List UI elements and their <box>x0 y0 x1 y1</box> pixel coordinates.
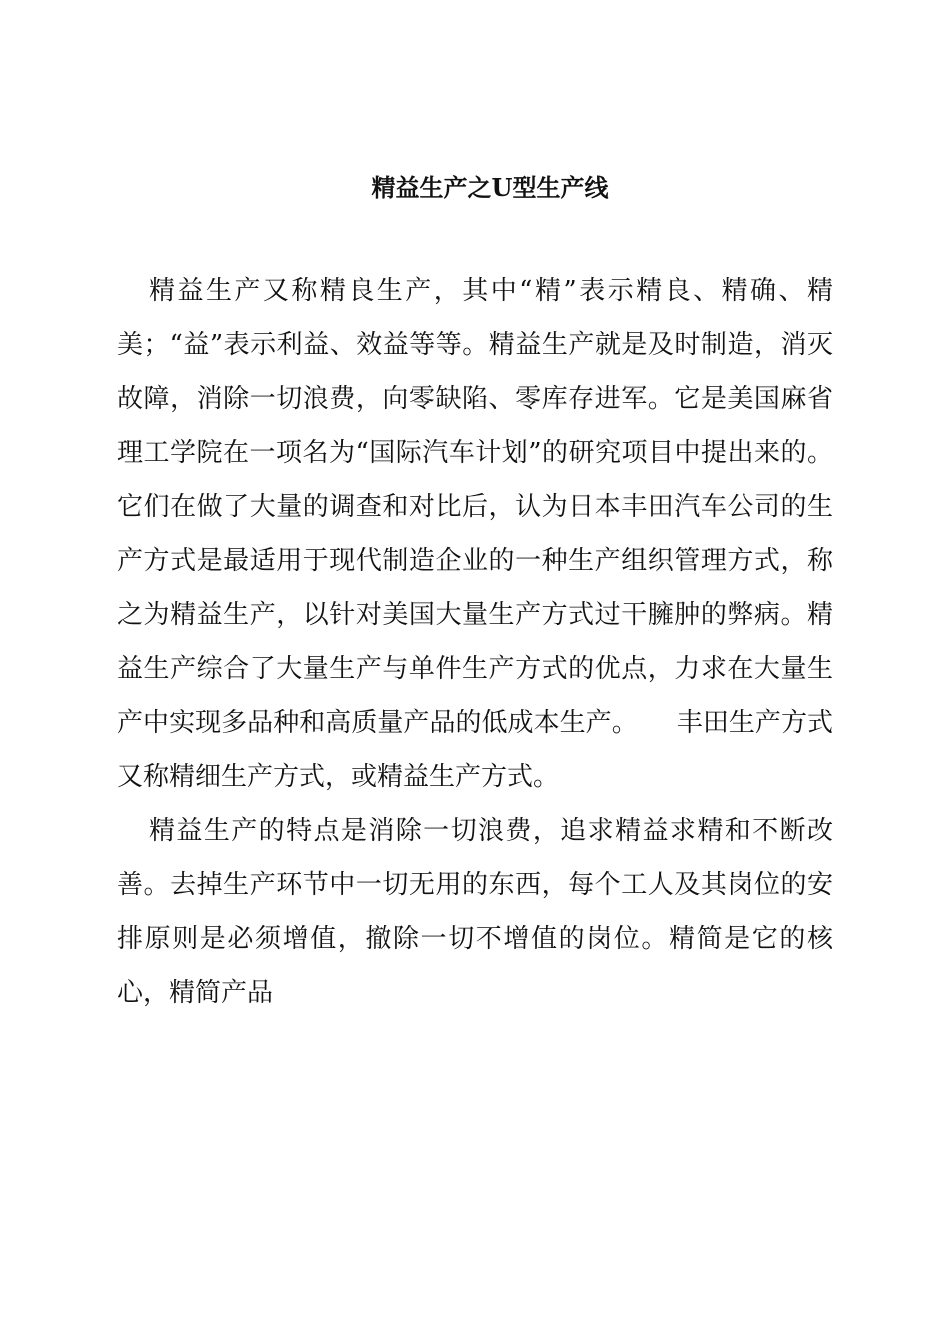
paragraph-lean-production-definition: 精益生产又称精良生产，其中“精”表示精良、精确、精美；“益”表示利益、效益等等。精益生产就是及时制造，消灭故障，消除一切浪费，向零缺陷、零库存进军。它是美国麻省理工学院在一项名为“国际汽车计划”的研究项目中提出来的。它们在做了大量的调查和对比后，认为日本丰田汽车公司的生产方式是最适用于现代制造企业的一种生产组织管理方式，称之为精益生产，以针对美国大量生产方式过干臃肿的弊病。精益生产综合了大量生产与单件生产方式的优点，力求在大量生产中实现多品种和高质量产品的低成本生产。 丰田生产方式又称精细生产方式，或精益生产方式。 <box>117 276 833 792</box>
paragraph-lean-production-features: 精益生产的特点是消除一切浪费，追求精益求精和不断改善。去掉生产环节中一切无用的东西，每个工人及其岗位的安排原则是必须增值，撤除一切不增值的岗位。精简是它的核心，精简产品 <box>117 816 833 1008</box>
document-title: 精益生产之U型生产线 <box>371 173 609 202</box>
document-body <box>117 264 833 1020</box>
